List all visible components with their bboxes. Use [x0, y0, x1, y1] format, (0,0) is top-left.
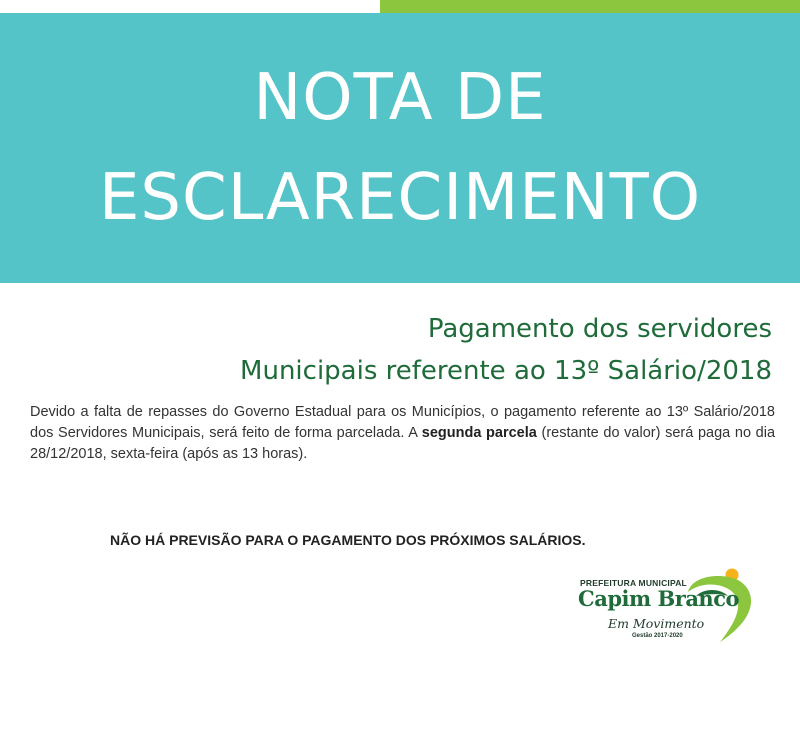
body-paragraph — [30, 402, 775, 465]
logo-city-name: Capim Branco — [578, 586, 739, 611]
logo-gestao: Gestão 2017-2020 — [632, 633, 683, 639]
body-text-before: Devido a falta de repasses do Governo Estadual para os Municípios, o pagamento referente ao 13º Salário/2018 dos Servidores Municipais, será feito de forma parcelada. A — [30, 404, 775, 441]
body-text-after: (restante do valor) será paga no dia 28/12/2018, sexta-feira (após as 13 horas). — [30, 425, 776, 462]
logo-prefeitura-label: PREFEITURA MUNICIPAL — [580, 578, 687, 588]
logo-tagline: Em Movimento — [608, 616, 705, 631]
body-bold-text: segunda parcela — [421, 425, 537, 441]
top-accent-bar — [380, 0, 800, 13]
notice-text: NÃO HÁ PREVISÃO PARA O PAGAMENTO DOS PRÓXIMOS SALÁRIOS. — [110, 532, 586, 548]
subtitle — [240, 308, 772, 392]
banner-title-line-2: ESCLARECIMENTO — [98, 161, 702, 235]
title-banner — [0, 13, 800, 283]
prefeitura-logo — [570, 566, 770, 650]
subtitle-line-1: Pagamento dos servidores — [427, 314, 772, 344]
banner-title-line-1: NOTA DE — [253, 61, 547, 135]
subtitle-line-2: Municipais referente ao 13º Salário/2018 — [240, 356, 772, 386]
